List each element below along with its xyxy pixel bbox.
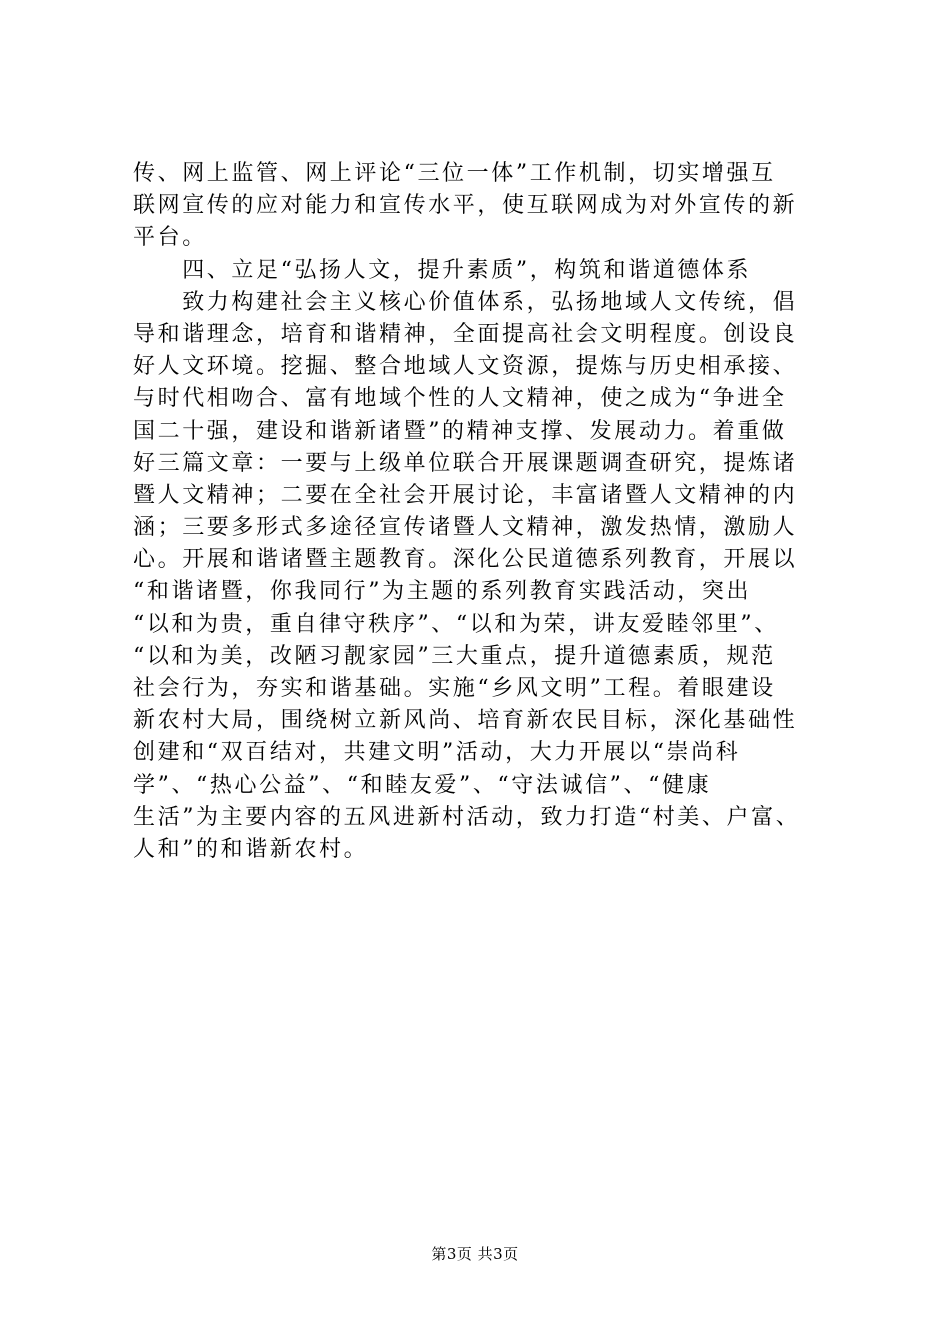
text-line: “以和为美，改陋习靓家园”三大重点，提升道德素质，规范: [133, 643, 776, 669]
page-footer: 第3页 共3页: [431, 1245, 519, 1263]
text-line: 致力构建社会主义核心价值体系，弘扬地域人文传统，倡: [133, 289, 798, 315]
text-line: 好人文环境。挖掘、整合地域人文资源，提炼与历史相承接、: [133, 354, 798, 380]
text-line: 国二十强，建设和谐新诸暨”的精神支撑、发展动力。着重做: [133, 418, 787, 444]
text-line: 联网宣传的应对能力和宣传水平，使互联网成为对外宣传的新: [133, 193, 798, 219]
text-line: “以和为贵，重自律守秩序”、“以和为荣，讲友爱睦邻里”、: [133, 611, 779, 637]
text-line: 导和谐理念，培育和谐精神，全面提高社会文明程度。创设良: [133, 321, 798, 347]
text-line: 社会行为，夯实和谐基础。实施“乡风文明”工程。着眼建设: [133, 676, 776, 701]
text-line: 心。开展和谐诸暨主题教育。深化公民道德系列教育，开展以: [133, 547, 798, 573]
text-line: 传、网上监管、网上评论“三位一体”工作机制，切实增强互: [133, 161, 776, 186]
text-line: 涵；三要多形式多途径宣传诸暨人文精神，激发热情，激励人: [133, 515, 798, 541]
text-line: “和谐诸暨，你我同行”为主题的系列教育实践活动，突出: [133, 579, 752, 605]
text-line: 人和”的和谐新农村。: [133, 836, 369, 862]
text-line: 新农村大局，围绕树立新风尚、培育新农民目标，深化基础性: [133, 708, 798, 734]
text-line: 生活”为主要内容的五风进新村活动，致力打造“村美、户富、: [133, 804, 801, 830]
text-line: 平台。: [133, 225, 207, 251]
body-text: [133, 158, 845, 866]
text-line: 与时代相吻合、富有地域个性的人文精神，使之成为“争进全: [133, 386, 787, 412]
text-line: 创建和“双百结对，共建文明”活动，大力开展以“崇尚科: [133, 740, 741, 766]
section-heading: 四、立足“弘扬人文，提升素质”，构筑和谐道德体系: [133, 257, 752, 283]
text-line: 暨人文精神；二要在全社会开展讨论，丰富诸暨人文精神的内: [133, 482, 798, 508]
text-line: 好三篇文章：一要与上级单位联合开展课题调查研究，提炼诸: [133, 450, 798, 476]
text-line: 学”、“热心公益”、“和睦友爱”、“守法诚信”、“健康: [133, 772, 712, 798]
